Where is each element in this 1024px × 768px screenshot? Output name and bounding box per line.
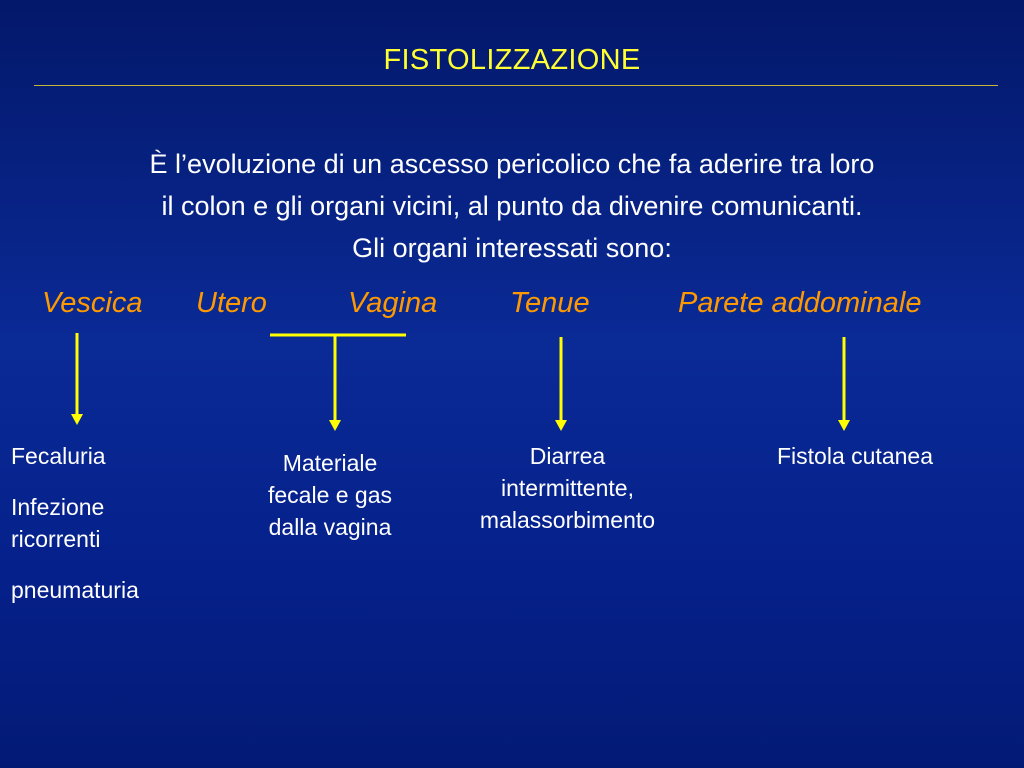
effect-fistola-cutanea: Fistola cutanea (777, 443, 933, 469)
organ-vagina: Vagina (348, 287, 438, 319)
arrow-parete (838, 337, 850, 431)
effect-diarrea: Diarrea (529, 443, 606, 469)
effects-parete (745, 440, 965, 472)
effects-tenue (455, 440, 680, 536)
effects-utero-vagina (240, 447, 420, 543)
arrow-tenue (555, 337, 567, 431)
organ-vescica: Vescica (42, 287, 143, 319)
organ-utero: Utero (196, 287, 267, 319)
effect-ricorrenti: ricorrenti (11, 526, 101, 552)
arrow-utero-vagina (329, 335, 341, 431)
effect-malassorbimento: malassorbimento (479, 507, 656, 533)
intro-line-3: Gli organi interessati sono: (352, 233, 672, 263)
arrow-vescica (71, 333, 83, 425)
organ-tenue: Tenue (510, 287, 590, 319)
effect-infezione: Infezione (11, 494, 105, 520)
slide-title: FISTOLIZZAZIONE (383, 44, 641, 76)
intro-line-2: il colon e gli organi vicini, al punto da divenire comunicanti. (161, 191, 863, 221)
intro-line-1: È l’evoluzione di un ascesso pericolico che fa aderire tra loro (149, 149, 875, 179)
organ-parete-addominale: Parete addominale (678, 287, 922, 319)
effect-fecaluria: Fecaluria (11, 443, 106, 469)
effects-vescica (11, 440, 139, 606)
effect-intermittente: intermittente, (501, 475, 634, 501)
effect-pneumaturia: pneumaturia (11, 577, 139, 603)
effect-fecale-gas: fecale e gas (267, 482, 393, 508)
effect-materiale: Materiale (282, 450, 378, 476)
effect-dalla-vagina: dalla vagina (268, 514, 392, 540)
